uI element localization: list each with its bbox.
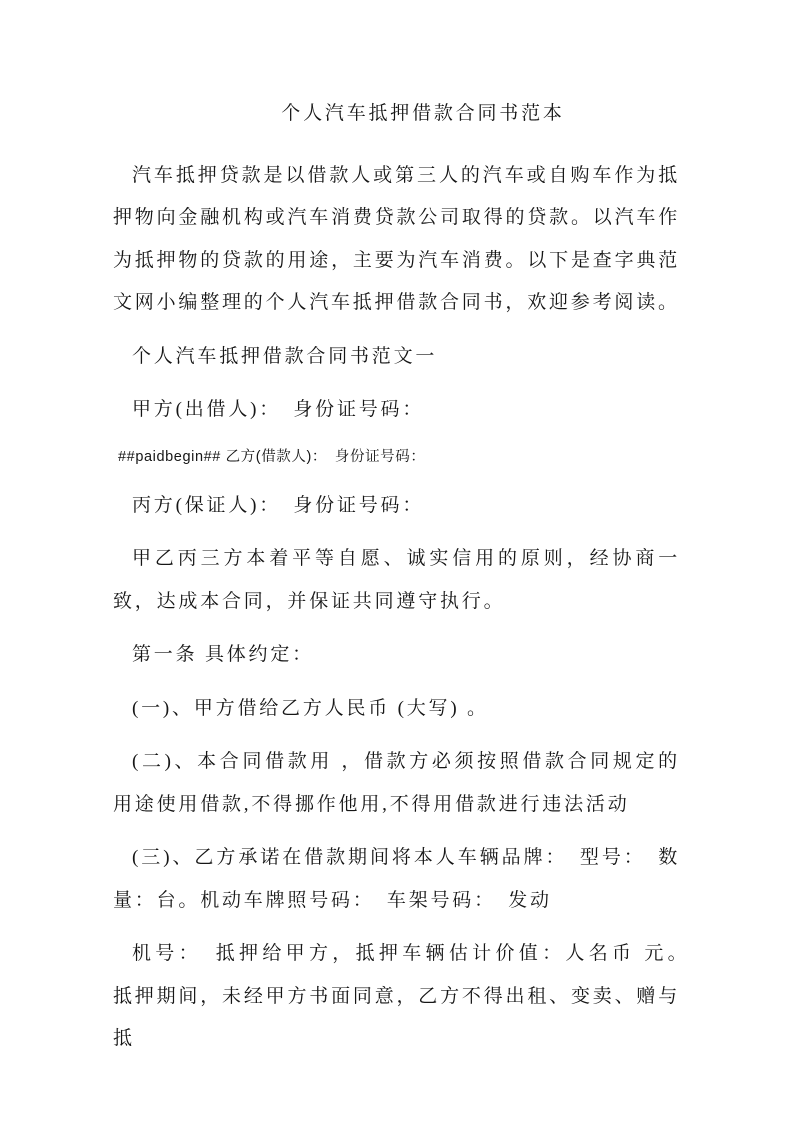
paragraph: 甲方(出借人)： 身份证号码： — [132, 399, 425, 420]
paragraph: 甲乙丙三方本着平等自愿、诚实信用的原则，经协商一致，达成本合同，并保证共同遵守执行。 — [113, 548, 680, 612]
paragraph: (一)、甲方借给乙方人民币 (大写) 。 — [132, 697, 489, 719]
paragraph: 汽车抵押贷款是以借款人或第三人的汽车或自购车作为抵押物向金融机构或汽车消费贷款公司取得的贷款。以汽车作为抵押物的贷款的用途，主要为汽车消费。以下是查字典范文网小编整理的个人汽车抵押借款合同书，欢迎参考阅读。 — [113, 164, 680, 313]
paragraph: (二)、本合同借款用 ，借款方必须按照借款合同规定的用途使用借款,不得挪作他用,不得用借款进行违法活动 — [113, 751, 680, 815]
paragraph: 丙方(保证人)： 身份证号码： — [132, 494, 425, 516]
document-title: 个人汽车抵押借款合同书范本 — [281, 103, 565, 124]
document-body — [113, 155, 702, 1061]
paragraph: 个人汽车抵押借款合同书范文一 — [132, 345, 438, 367]
paragraph: (三)、乙方承诺在借款期间将本人车辆品牌： 型号： 数量：台。机动车牌照号码： 车架号码： 发动 — [113, 847, 680, 911]
paragraph: 机号： 抵押给甲方，抵押车辆估计价值：人名币 元。 抵押期间，未经甲方书面同意，乙方不得出租、变卖、赠与抵 — [113, 943, 702, 1049]
paragraph: ##paidbegin## 乙方(借款人)： 身份证号码： — [118, 448, 426, 465]
paragraph: 第一条 具体约定： — [132, 644, 314, 665]
